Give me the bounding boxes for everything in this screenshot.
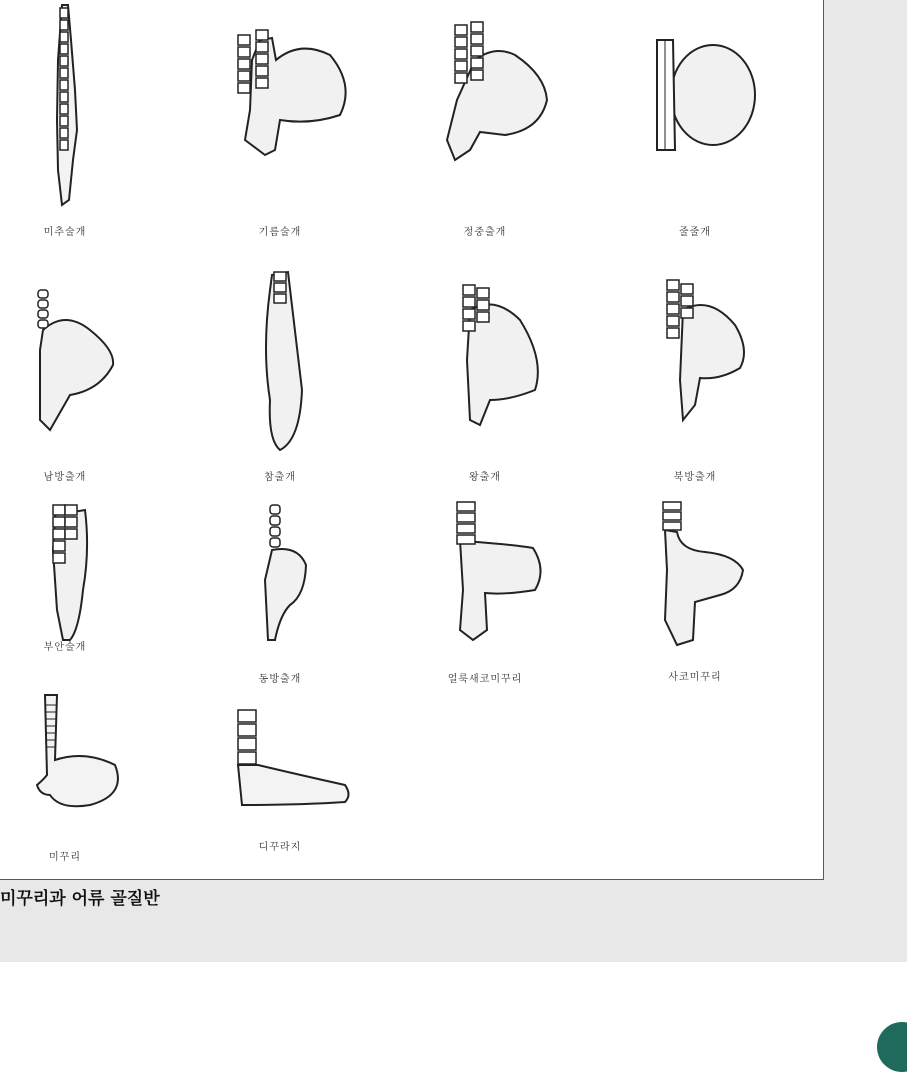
fin-drawing-4 bbox=[595, 0, 795, 238]
fin-label: 왕출개 bbox=[469, 472, 501, 483]
fin-drawing-7 bbox=[385, 250, 585, 483]
fin-drawing-12 bbox=[595, 490, 795, 683]
fin-label: 줄줄개 bbox=[679, 227, 711, 238]
fin-label: 참출개 bbox=[264, 472, 296, 483]
fin-drawing-6 bbox=[180, 250, 380, 483]
floating-action-button[interactable] bbox=[877, 1022, 907, 1072]
fin-drawing-8 bbox=[595, 250, 795, 483]
bone-illustration bbox=[180, 250, 380, 460]
fin-label: 디꾸라지 bbox=[258, 842, 302, 853]
fin-label: 기름술개 bbox=[258, 227, 302, 238]
fin-label: 얼룩새코미꾸리 bbox=[447, 674, 523, 685]
bone-illustration bbox=[0, 690, 165, 840]
fin-drawing-1 bbox=[0, 0, 165, 238]
fin-label: 남방출개 bbox=[43, 472, 87, 483]
bone-illustration bbox=[385, 0, 585, 215]
fin-drawing-9 bbox=[0, 490, 165, 660]
bone-illustration bbox=[0, 490, 165, 660]
fin-label: 사코미꾸리 bbox=[668, 672, 722, 683]
fin-label: 동방출개 bbox=[258, 674, 302, 685]
fin-drawing-5 bbox=[0, 250, 165, 483]
fin-label: 부안술개 bbox=[43, 642, 87, 653]
bone-illustration bbox=[180, 0, 380, 215]
fin-drawing-2 bbox=[180, 0, 380, 238]
bone-illustration bbox=[0, 250, 165, 460]
fin-drawing-11 bbox=[385, 490, 585, 685]
bone-illustration bbox=[180, 490, 380, 660]
bone-illustration bbox=[385, 250, 585, 460]
fin-label: 북방출개 bbox=[673, 472, 717, 483]
fin-drawing-13 bbox=[0, 690, 165, 863]
fin-label: 정중출개 bbox=[463, 227, 507, 238]
bone-illustration bbox=[595, 250, 795, 460]
bone-illustration bbox=[595, 0, 795, 215]
fin-drawing-3 bbox=[385, 0, 585, 238]
fin-drawing-14 bbox=[180, 690, 380, 853]
bone-illustration bbox=[595, 490, 795, 660]
figure-caption: 미꾸리과 어류 골질반 bbox=[0, 889, 160, 909]
bone-illustration bbox=[0, 0, 165, 215]
fin-label: 미추술개 bbox=[43, 227, 87, 238]
bone-illustration bbox=[180, 690, 400, 840]
bone-illustration bbox=[385, 490, 585, 660]
fin-label: 미꾸리 bbox=[49, 852, 81, 863]
fin-drawing-10 bbox=[180, 490, 380, 685]
